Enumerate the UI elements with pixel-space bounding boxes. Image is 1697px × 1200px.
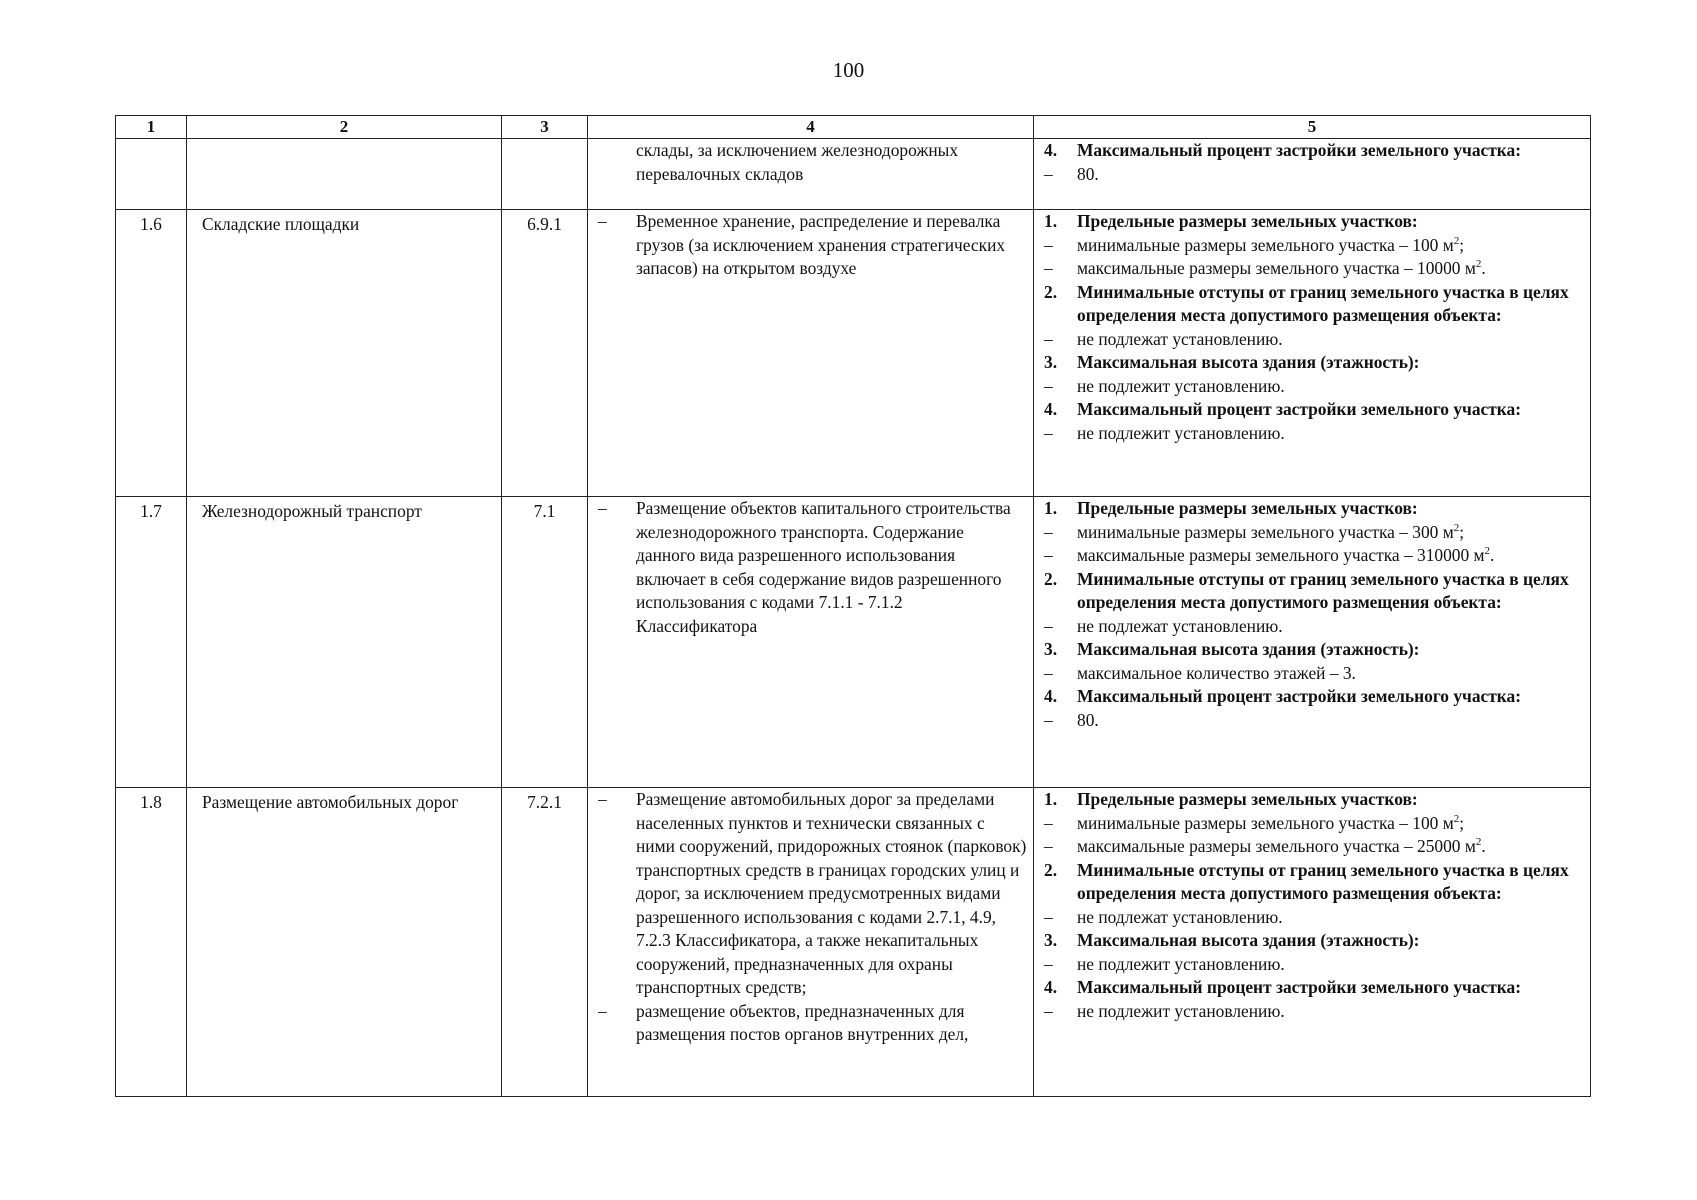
header-row: [116, 116, 1591, 139]
row-code: [502, 139, 588, 210]
param-heading: [1044, 351, 1584, 375]
param-text: Минимальные отступы от границ земельного участка в целях определения места допустимого размещения объекта:: [1077, 281, 1569, 325]
param-text: не подлежит установлению.: [1077, 375, 1285, 396]
param-text: Максимальная высота здания (этажность):: [1077, 930, 1420, 950]
description-line: [598, 210, 1027, 281]
param-heading: [1044, 788, 1584, 812]
param-mark: –: [1044, 422, 1053, 443]
param-mark: –: [1044, 953, 1053, 974]
param-item: [1044, 906, 1584, 930]
description-line: [598, 139, 1027, 186]
param-mark: 4.: [1044, 140, 1058, 160]
superscript: 2: [1453, 521, 1460, 534]
param-heading: [1044, 568, 1584, 615]
row-description: [588, 788, 1034, 1097]
description-line: [598, 1000, 1027, 1047]
param-item: [1044, 544, 1584, 568]
param-text: Минимальные отступы от границ земельного участка в целях определения места допустимого размещения объекта:: [1077, 859, 1569, 903]
param-value: минимальные размеры земельного участка – 300 м: [1077, 521, 1454, 542]
param-text: не подлежат установлению.: [1077, 615, 1283, 636]
param-item: [1044, 521, 1584, 545]
superscript: 2: [1475, 258, 1482, 271]
param-text: максимальное количество этажей – 3.: [1077, 662, 1356, 683]
description-mark: –: [598, 789, 607, 809]
param-mark: –: [1044, 234, 1053, 255]
page-number: 100: [832, 58, 865, 82]
param-mark: 3.: [1044, 352, 1058, 372]
param-text: Максимальный процент застройки земельного участка:: [1077, 686, 1522, 706]
row-name: [187, 139, 502, 210]
row-number: 1.8: [116, 788, 187, 1097]
param-item: [1044, 257, 1584, 281]
param-text: не подлежит установлению.: [1077, 953, 1285, 974]
param-mark: –: [1044, 258, 1053, 278]
param-text: не подлежат установлению.: [1077, 328, 1283, 349]
param-value: максимальные размеры земельного участка – 25000 м: [1077, 836, 1476, 856]
regulations-table: [115, 115, 1591, 1097]
punctuation: ;: [1459, 812, 1465, 833]
param-mark: –: [1044, 836, 1053, 856]
description-text: Размещение автомобильных дорог за пределами населенных пунктов и технически связанных с ними сооружений, придорожных стоянок (парковок) транспортных средств в границах городских улиц и дорог, за исключением предусмотренных видами разрешенного использования с кодами 2.7.1, 4.9, 7.2.3 Классификатора, а также некапитальных сооружений, предназначенных для охраны транспортных средств;: [636, 789, 1027, 997]
header-col-5: 5: [1034, 116, 1591, 139]
param-text: не подлежит установлению.: [1077, 422, 1285, 443]
param-text: Минимальные отступы от границ земельного участка в целях определения места допустимого размещения объекта:: [1077, 568, 1569, 612]
param-mark: –: [1044, 709, 1053, 730]
row-parameters: [1034, 210, 1591, 497]
param-text: не подлежит установлению.: [1077, 1000, 1285, 1021]
description-text: склады, за исключением железнодорожных перевалочных складов: [636, 140, 959, 184]
param-mark: –: [1044, 328, 1053, 349]
param-heading: [1044, 497, 1584, 521]
description-text: размещение объектов, предназначенных для размещения постов органов внутренних дел,: [636, 1000, 969, 1044]
row-parameters: [1034, 497, 1591, 788]
param-mark: 2.: [1044, 568, 1058, 589]
param-mark: 4.: [1044, 686, 1058, 706]
row-name: Размещение автомобильных дорог: [187, 788, 502, 1097]
param-value: максимальные размеры земельного участка – 10000 м: [1077, 258, 1476, 278]
row-number: [116, 139, 187, 210]
param-item: [1044, 835, 1584, 859]
param-text: Предельные размеры земельных участков:: [1077, 211, 1418, 231]
param-mark: –: [1044, 906, 1053, 927]
punctuation: .: [1481, 258, 1486, 278]
param-mark: –: [1044, 521, 1053, 542]
param-heading: [1044, 210, 1584, 234]
param-mark: 3.: [1044, 639, 1058, 659]
description-mark: –: [598, 1000, 607, 1021]
param-item: [1044, 328, 1584, 352]
param-value: максимальные размеры земельного участка – 310000 м: [1077, 545, 1485, 565]
param-mark: 4.: [1044, 399, 1058, 419]
param-item: [1044, 662, 1584, 686]
table-row: [116, 139, 1591, 210]
param-mark: 4.: [1044, 977, 1058, 997]
row-code: 7.1: [502, 497, 588, 788]
param-item: [1044, 812, 1584, 836]
row-number: 1.7: [116, 497, 187, 788]
superscript: 2: [1453, 234, 1460, 247]
param-item: [1044, 1000, 1584, 1024]
param-text: [1077, 234, 1584, 258]
description-text: Временное хранение, распределение и перевалка грузов (за исключением хранения стратегических запасов) на открытом воздухе: [636, 211, 1006, 278]
description-line: [598, 497, 1027, 638]
param-text: Максимальный процент застройки земельного участка:: [1077, 399, 1522, 419]
param-text: Максимальный процент застройки земельного участка:: [1077, 140, 1522, 160]
param-mark: 2.: [1044, 859, 1058, 880]
param-mark: –: [1044, 375, 1053, 396]
param-text: [1077, 521, 1584, 545]
param-heading: [1044, 976, 1584, 1000]
table-row: [116, 788, 1591, 1097]
param-text: не подлежат установлению.: [1077, 906, 1283, 927]
param-mark: –: [1044, 1000, 1053, 1021]
param-item: [1044, 163, 1584, 187]
param-mark: –: [1044, 662, 1053, 683]
row-parameters: [1034, 139, 1591, 210]
param-mark: 1.: [1044, 498, 1058, 518]
param-text: 80.: [1077, 709, 1099, 730]
superscript: 2: [1484, 545, 1491, 558]
header-col-4: 4: [588, 116, 1034, 139]
param-heading: [1044, 929, 1584, 953]
param-mark: 2.: [1044, 281, 1058, 302]
row-code: 6.9.1: [502, 210, 588, 497]
header-col-1: 1: [116, 116, 187, 139]
param-heading: [1044, 281, 1584, 328]
row-description: [588, 210, 1034, 497]
param-heading: [1044, 139, 1584, 163]
param-text: Максимальная высота здания (этажность):: [1077, 639, 1420, 659]
description-line: [598, 788, 1027, 1000]
param-mark: –: [1044, 812, 1053, 833]
param-mark: 1.: [1044, 789, 1058, 809]
description-mark: –: [598, 498, 607, 518]
punctuation: .: [1481, 836, 1486, 856]
param-text: Предельные размеры земельных участков:: [1077, 498, 1418, 518]
punctuation: .: [1490, 545, 1495, 565]
param-text: Максимальная высота здания (этажность):: [1077, 352, 1420, 372]
row-name: Железнодорожный транспорт: [187, 497, 502, 788]
table-row: [116, 497, 1591, 788]
param-text: Предельные размеры земельных участков:: [1077, 789, 1418, 809]
description-mark: [598, 139, 636, 186]
param-heading: [1044, 685, 1584, 709]
param-mark: –: [1044, 163, 1053, 184]
param-mark: –: [1044, 615, 1053, 636]
param-mark: 3.: [1044, 930, 1058, 950]
row-name: Складские площадки: [187, 210, 502, 497]
param-item: [1044, 422, 1584, 446]
param-text: Максимальный процент застройки земельного участка:: [1077, 977, 1522, 997]
param-heading: [1044, 859, 1584, 906]
row-description: [588, 497, 1034, 788]
header-col-3: 3: [502, 116, 588, 139]
row-parameters: [1034, 788, 1591, 1097]
param-item: [1044, 615, 1584, 639]
superscript: 2: [1475, 836, 1482, 849]
param-text: [1077, 544, 1584, 568]
table-row: [116, 210, 1591, 497]
param-text: [1077, 257, 1584, 281]
row-code: 7.2.1: [502, 788, 588, 1097]
param-mark: –: [1044, 545, 1053, 565]
param-value: минимальные размеры земельного участка – 100 м: [1077, 812, 1454, 833]
param-item: [1044, 375, 1584, 399]
punctuation: ;: [1459, 234, 1465, 255]
param-item: [1044, 953, 1584, 977]
param-value: минимальные размеры земельного участка – 100 м: [1077, 234, 1454, 255]
param-text: [1077, 835, 1584, 859]
param-item: [1044, 709, 1584, 733]
row-number: 1.6: [116, 210, 187, 497]
row-description: [588, 139, 1034, 210]
param-item: [1044, 234, 1584, 258]
param-text: [1077, 812, 1584, 836]
superscript: 2: [1453, 812, 1460, 825]
param-text: 80.: [1077, 163, 1099, 184]
description-box: [598, 788, 1027, 1093]
punctuation: ;: [1459, 521, 1465, 542]
param-heading: [1044, 398, 1584, 422]
description-text: Размещение объектов капитального строительства железнодорожного транспорта. Содержание данного вида разрешенного использования включает в себя содержание видов разрешенного использования с кодами 7.1.1 - 7.1.2 Классификатора: [636, 498, 1011, 636]
param-heading: [1044, 638, 1584, 662]
description-mark: –: [598, 211, 607, 231]
header-col-2: 2: [187, 116, 502, 139]
param-mark: 1.: [1044, 211, 1058, 231]
